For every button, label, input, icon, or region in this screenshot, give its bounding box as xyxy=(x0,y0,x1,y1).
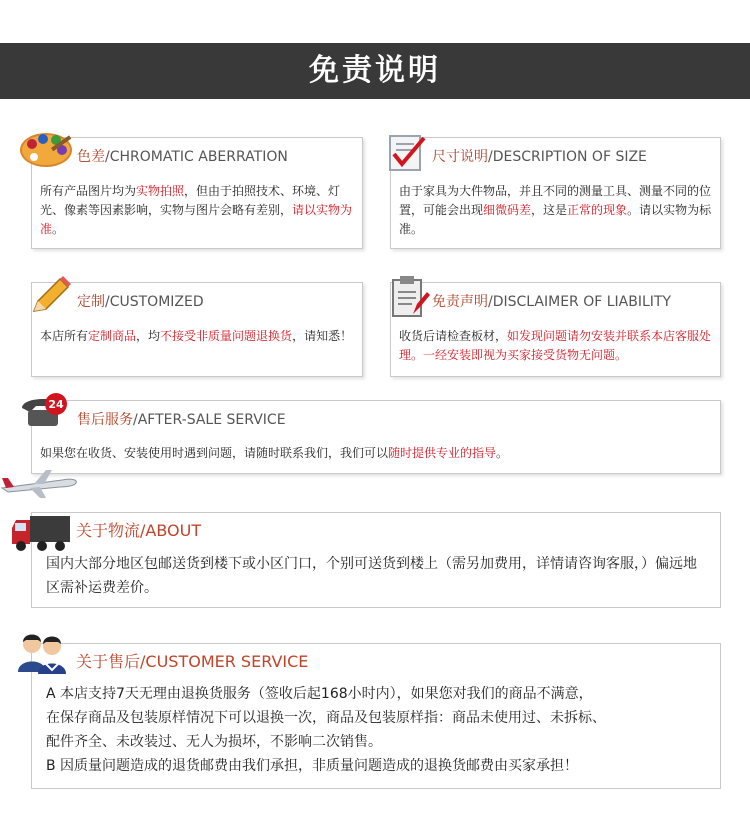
policy-line: 在保存商品及包装原样情况下可以退换一次，商品及包装原样指：商品未使用过、未拆标、 xyxy=(46,710,606,726)
policy-line: 配件齐全、未改装过、无人为损坏，不影响二次销售。 xyxy=(46,734,382,750)
pencil-icon xyxy=(28,275,74,321)
body-text: 。 xyxy=(52,222,65,236)
section-title-en: /CUSTOMIZED xyxy=(105,294,204,310)
truck-icon xyxy=(8,510,72,558)
section-body xyxy=(40,444,710,463)
body-text: ，请知悉！ xyxy=(292,329,353,343)
body-text: 国内大部分地区包邮送货到楼下或小区门口，个别可送货到楼上（需另加费用，详情请咨询客服，）偏远地区需补运费差价。 xyxy=(46,556,697,596)
body-text: ，均 xyxy=(136,329,161,343)
policy-line: B 因质量问题造成的退货邮费由我们承担，非质量问题造成的退换货邮费由买家承担！ xyxy=(46,758,579,774)
clipboard-icon xyxy=(387,274,431,324)
section-title-cn: 关于物流 xyxy=(76,521,141,540)
section-body xyxy=(46,682,711,778)
customer-service-people-icon xyxy=(12,630,72,678)
section-title-cn: 免责声明 xyxy=(432,294,488,310)
section-title-en: /ABOUT xyxy=(140,521,202,540)
body-text: 。请以实物为标准。 xyxy=(399,203,712,236)
highlight-text: 实物拍照 xyxy=(136,184,185,198)
checklist-icon xyxy=(384,130,430,178)
highlight-text: 如发现问题请勿安装并联系本店客服处理。一经安装即视为买家接受货物无问题。 xyxy=(399,329,712,362)
palette-icon xyxy=(16,128,76,174)
body-text: 。 xyxy=(496,446,509,460)
body-text: 本店所有 xyxy=(40,329,89,343)
section-body xyxy=(46,552,706,600)
highlight-text: 正常的现象 xyxy=(567,203,628,217)
section-title-cn: 关于售后 xyxy=(76,652,141,671)
body-text: ，但由于拍照技术、环境、灯光、像素等因素影响，实物与图片会略有差别， xyxy=(40,184,341,217)
highlight-text: 细微码差 xyxy=(483,203,532,217)
svg-text:24: 24 xyxy=(48,398,64,411)
highlight-text: 随时提供专业的指导 xyxy=(388,446,497,460)
body-text: ，这是 xyxy=(531,203,568,217)
body-text: 所有产品图片均为 xyxy=(40,184,137,198)
highlight-text: 请以实物为准 xyxy=(40,203,353,236)
body-text: 如果您在收货、安装使用时遇到问题，请随时联系我们，我们可以 xyxy=(40,446,389,460)
section-title-en: /CUSTOMER SERVICE xyxy=(140,652,309,671)
section-title-cn: 售后服务 xyxy=(77,412,133,428)
phone-24-icon xyxy=(16,390,74,434)
section-title-en: /DISCLAIMER OF LIABILITY xyxy=(488,294,672,310)
section-title-cn: 尺寸说明 xyxy=(432,149,488,165)
section-body xyxy=(40,182,356,239)
body-text: 收货后请检查板材， xyxy=(399,329,508,343)
body-text: 由于家具为大件物品，并且不同的测量工具、测量不同的位置，可能会出现 xyxy=(399,184,712,217)
page-title: 免责说明 xyxy=(309,53,441,88)
highlight-text: 定制商品 xyxy=(88,329,137,343)
section-title-cn: 色差 xyxy=(77,149,105,165)
airplane-icon xyxy=(0,466,80,504)
section-body xyxy=(40,327,356,346)
header-banner xyxy=(0,43,750,99)
highlight-text: 不接受非质量问题退换货 xyxy=(160,329,293,343)
section-title-cn: 定制 xyxy=(77,294,105,310)
section-title-en: /DESCRIPTION OF SIZE xyxy=(488,149,647,165)
section-body xyxy=(399,182,715,239)
section-title-en: /CHROMATIC ABERRATION xyxy=(105,149,288,165)
policy-line: A 本店支持7天无理由退换货服务（签收后起168小时内），如果您对我们的商品不满意， xyxy=(46,686,593,702)
section-body xyxy=(399,327,715,365)
section-title-en: /AFTER-SALE SERVICE xyxy=(133,412,286,428)
